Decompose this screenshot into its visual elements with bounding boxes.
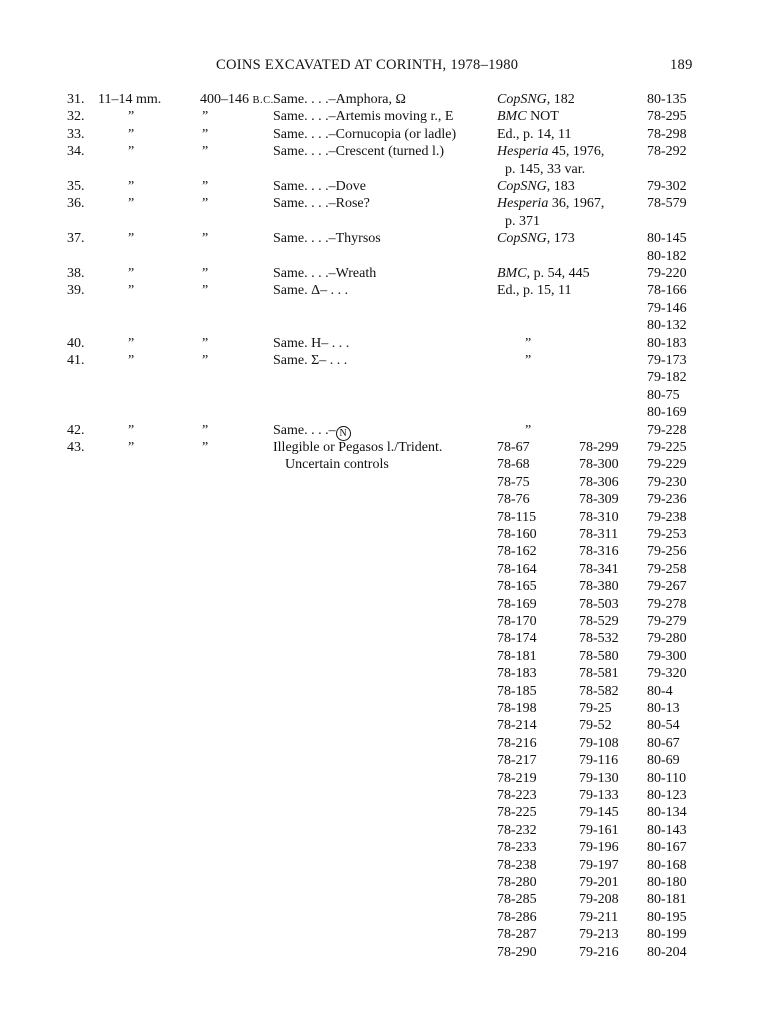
inventory-number: 79-145 bbox=[579, 805, 619, 821]
inventory-number: 79-320 bbox=[647, 666, 687, 682]
inventory-number: 78-183 bbox=[497, 666, 537, 682]
reference bbox=[497, 230, 575, 247]
type-description bbox=[273, 230, 381, 247]
inventory-number: 79-300 bbox=[647, 648, 687, 664]
inventory-number: 79-225 bbox=[647, 440, 687, 455]
inventory-number: 79-208 bbox=[579, 892, 619, 908]
inventory-number: 78-287 bbox=[497, 927, 537, 943]
inventory-number: 78-311 bbox=[579, 527, 619, 542]
inventory-number: 78-290 bbox=[497, 944, 537, 960]
reference-work: CopSNG bbox=[497, 92, 547, 107]
type-description bbox=[273, 422, 351, 441]
reference-detail: NOT bbox=[526, 109, 559, 125]
inventory-number: 78-532 bbox=[579, 631, 619, 647]
inventory-number: 79-146 bbox=[647, 300, 687, 316]
inventory-number: 80-145 bbox=[647, 231, 687, 247]
inventory-number: 78-217 bbox=[497, 753, 537, 769]
reference bbox=[497, 108, 559, 125]
inventory-number: 79-133 bbox=[579, 788, 619, 803]
inventory-number: 79-52 bbox=[579, 718, 612, 734]
inventory-number: 80-168 bbox=[647, 857, 687, 873]
inventory-number: 79-302 bbox=[647, 179, 687, 194]
reference bbox=[497, 282, 572, 299]
ditto-mark: ” bbox=[128, 144, 135, 160]
inventory-number: 79-25 bbox=[579, 701, 612, 716]
inventory-number: 79-211 bbox=[579, 909, 619, 925]
inventory-number: 79-130 bbox=[579, 770, 619, 786]
inventory-number: 78-298 bbox=[647, 126, 687, 142]
inventory-number: 78-529 bbox=[579, 614, 619, 629]
running-title: COINS EXCAVATED AT CORINTH, 1978–1980 bbox=[216, 57, 519, 73]
inventory-number: 78-316 bbox=[579, 544, 619, 560]
inventory-number: 78-67 bbox=[497, 440, 530, 455]
entry-number: 38. bbox=[67, 266, 85, 281]
reference-continued: p. 145, 33 var. bbox=[505, 161, 586, 177]
inventory-number: 79-236 bbox=[647, 492, 687, 508]
reference-work: CopSNG bbox=[497, 231, 547, 247]
inventory-number: 78-115 bbox=[497, 509, 537, 525]
inventory-number: 80-204 bbox=[647, 944, 687, 960]
type-description bbox=[273, 91, 406, 108]
inventory-number: 79-116 bbox=[579, 753, 619, 769]
inventory-number: 79-228 bbox=[647, 422, 687, 438]
inventory-number: 78-309 bbox=[579, 492, 619, 508]
inventory-number: 79-229 bbox=[647, 457, 687, 473]
type-description bbox=[273, 265, 376, 282]
inventory-number: 79-258 bbox=[647, 561, 687, 577]
inventory-number: 78-169 bbox=[497, 596, 537, 612]
inventory-number: 78-292 bbox=[647, 144, 687, 160]
inventory-number: 78-219 bbox=[497, 770, 537, 786]
reference bbox=[525, 352, 531, 369]
ditto-mark: ” bbox=[128, 440, 135, 455]
inventory-number: 80-135 bbox=[647, 92, 687, 107]
reference bbox=[497, 143, 604, 160]
description-text: Same. . . .–Dove bbox=[273, 179, 366, 194]
inventory-number: 79-182 bbox=[647, 370, 687, 386]
inventory-number: 79-213 bbox=[579, 927, 619, 943]
inventory-number: 78-310 bbox=[579, 509, 619, 525]
inventory-number: 79-238 bbox=[647, 509, 687, 525]
reference bbox=[525, 335, 531, 352]
reference bbox=[497, 91, 575, 108]
ditto-mark: ” bbox=[202, 144, 209, 160]
description-text: Same. . . .–Thyrsos bbox=[273, 231, 381, 247]
reference bbox=[497, 195, 604, 212]
reference bbox=[497, 126, 572, 143]
entry-number: 37. bbox=[67, 231, 85, 247]
reference-detail: ” bbox=[525, 353, 532, 368]
reference-detail: ” bbox=[525, 335, 532, 351]
inventory-number: 78-380 bbox=[579, 579, 619, 595]
inventory-number: 79-197 bbox=[579, 857, 619, 873]
page-number: 189 bbox=[670, 57, 693, 73]
description-text: Same. . . .–Wreath bbox=[273, 266, 377, 281]
reference bbox=[497, 178, 575, 195]
inventory-number: 78-165 bbox=[497, 579, 537, 595]
inventory-number: 80-169 bbox=[647, 405, 687, 421]
ditto-mark: ” bbox=[128, 126, 135, 142]
ditto-mark: ” bbox=[202, 126, 209, 142]
inventory-number: 78-223 bbox=[497, 788, 537, 803]
reference-work: CopSNG bbox=[497, 179, 547, 194]
inventory-number: 80-4 bbox=[647, 683, 673, 699]
inventory-number: 78-174 bbox=[497, 631, 537, 647]
diameter: 11–14 mm. bbox=[98, 92, 162, 107]
reference-detail: , 183 bbox=[546, 179, 575, 194]
reference-work: BMC bbox=[497, 109, 527, 125]
control-mark-circled: N bbox=[336, 426, 351, 441]
entry-number: 31. bbox=[67, 92, 85, 107]
description-text: Same. . . .–Artemis moving r., E bbox=[273, 109, 454, 125]
ditto-mark: ” bbox=[202, 231, 209, 247]
reference-detail: , 182 bbox=[546, 92, 575, 107]
inventory-number: 80-195 bbox=[647, 909, 687, 925]
inventory-number: 78-232 bbox=[497, 822, 537, 838]
ditto-mark: ” bbox=[128, 179, 135, 194]
inventory-number: 79-201 bbox=[579, 875, 619, 890]
inventory-number: 80-134 bbox=[647, 805, 687, 821]
inventory-number: 78-68 bbox=[497, 457, 530, 473]
ditto-mark: ” bbox=[128, 335, 135, 351]
inventory-number: 78-76 bbox=[497, 492, 530, 508]
inventory-number: 78-300 bbox=[579, 457, 619, 473]
inventory-number: 78-214 bbox=[497, 718, 537, 734]
inventory-number: 78-579 bbox=[647, 196, 687, 212]
date-value: 400–146 bbox=[200, 92, 249, 107]
inventory-number: 79-216 bbox=[579, 944, 619, 960]
entry-number: 39. bbox=[67, 283, 85, 299]
ditto-mark: ” bbox=[128, 109, 135, 125]
entry-number: 41. bbox=[67, 353, 85, 368]
inventory-number: 80-181 bbox=[647, 892, 687, 908]
ditto-mark: ” bbox=[202, 109, 209, 125]
inventory-number: 80-67 bbox=[647, 735, 680, 751]
inventory-number: 80-13 bbox=[647, 701, 680, 716]
type-description bbox=[273, 195, 370, 212]
inventory-number: 78-306 bbox=[579, 474, 619, 490]
reference-detail: ” bbox=[525, 422, 532, 438]
inventory-number: 79-173 bbox=[647, 353, 687, 368]
entry-number: 42. bbox=[67, 422, 85, 438]
description-text: Same. H– . . . bbox=[273, 335, 350, 351]
inventory-number: 78-286 bbox=[497, 909, 537, 925]
inventory-number: 79-161 bbox=[579, 822, 619, 838]
type-description-continued: Uncertain controls bbox=[285, 457, 389, 473]
description-text: Same. . . .–Amphora, Ω bbox=[273, 92, 406, 107]
inventory-number: 80-143 bbox=[647, 822, 687, 838]
reference-detail: 36, 1967, bbox=[548, 196, 605, 212]
description-text: Same. . . .–Crescent (turned l.) bbox=[273, 144, 445, 160]
ditto-mark: ” bbox=[202, 196, 209, 212]
ditto-mark: ” bbox=[202, 440, 209, 455]
inventory-number: 78-75 bbox=[497, 474, 530, 490]
ditto-mark: ” bbox=[128, 422, 135, 438]
inventory-number: 78-170 bbox=[497, 614, 537, 629]
ditto-mark: ” bbox=[128, 266, 135, 281]
inventory-number: 78-160 bbox=[497, 527, 537, 542]
reference bbox=[525, 422, 531, 439]
inventory-number: 78-198 bbox=[497, 701, 537, 716]
inventory-number: 78-164 bbox=[497, 561, 537, 577]
inventory-number: 80-183 bbox=[647, 335, 687, 351]
type-description bbox=[273, 352, 347, 369]
inventory-number: 80-110 bbox=[647, 770, 687, 786]
reference-detail: Ed., p. 15, 11 bbox=[497, 283, 572, 299]
entry-number: 40. bbox=[67, 335, 85, 351]
inventory-number: 78-166 bbox=[647, 283, 687, 299]
ditto-mark: ” bbox=[128, 231, 135, 247]
inventory-number: 78-295 bbox=[647, 109, 687, 125]
inventory-number: 78-181 bbox=[497, 648, 537, 664]
type-description bbox=[273, 143, 444, 160]
ditto-mark: ” bbox=[202, 266, 209, 281]
type-description bbox=[273, 108, 453, 125]
inventory-number: 78-280 bbox=[497, 875, 537, 890]
inventory-number: 80-182 bbox=[647, 248, 687, 264]
reference bbox=[497, 265, 590, 282]
ditto-mark: ” bbox=[128, 196, 135, 212]
inventory-number: 79-220 bbox=[647, 266, 687, 281]
ditto-mark: ” bbox=[128, 283, 135, 299]
inventory-number: 80-54 bbox=[647, 718, 680, 734]
description-text: Same. Δ– . . . bbox=[273, 283, 349, 299]
description-text: Same. . . .–Rose? bbox=[273, 196, 370, 212]
ditto-mark: ” bbox=[202, 335, 209, 351]
ditto-mark: ” bbox=[202, 422, 209, 438]
entry-number: 32. bbox=[67, 109, 85, 125]
date-range bbox=[200, 91, 274, 109]
type-description bbox=[273, 335, 349, 352]
inventory-number: 79-253 bbox=[647, 527, 687, 542]
reference-detail: Ed., p. 14, 11 bbox=[497, 126, 572, 142]
inventory-number: 78-582 bbox=[579, 683, 619, 699]
description-text: Same. . . .–Cornucopia (or ladle) bbox=[273, 126, 457, 142]
inventory-number: 78-185 bbox=[497, 683, 537, 699]
reference-work: Hesperia bbox=[497, 144, 549, 160]
inventory-number: 80-69 bbox=[647, 753, 680, 769]
description-text: Same. . . .– bbox=[273, 422, 336, 438]
reference-work: Hesperia bbox=[497, 196, 549, 212]
reference-detail: , p. 54, 445 bbox=[526, 266, 590, 281]
inventory-number: 79-278 bbox=[647, 596, 687, 612]
inventory-number: 78-238 bbox=[497, 857, 537, 873]
reference-detail: , 173 bbox=[546, 231, 575, 247]
inventory-number: 78-162 bbox=[497, 544, 537, 560]
entry-number: 33. bbox=[67, 126, 85, 142]
inventory-number: 79-279 bbox=[647, 614, 687, 629]
type-description bbox=[273, 126, 456, 143]
inventory-number: 79-108 bbox=[579, 735, 619, 751]
inventory-number: 80-75 bbox=[647, 387, 680, 403]
inventory-number: 78-341 bbox=[579, 561, 619, 577]
inventory-number: 79-196 bbox=[579, 840, 619, 856]
ditto-mark: ” bbox=[202, 353, 209, 368]
reference-work: BMC bbox=[497, 266, 527, 281]
ditto-mark: ” bbox=[202, 179, 209, 194]
ditto-mark: ” bbox=[202, 283, 209, 299]
inventory-number: 78-216 bbox=[497, 735, 537, 751]
ditto-mark: ” bbox=[128, 353, 135, 368]
inventory-number: 79-280 bbox=[647, 631, 687, 647]
inventory-number: 80-167 bbox=[647, 840, 687, 856]
entry-number: 36. bbox=[67, 196, 85, 212]
inventory-number: 78-285 bbox=[497, 892, 537, 908]
inventory-number: 78-233 bbox=[497, 840, 537, 856]
inventory-number: 78-503 bbox=[579, 596, 619, 612]
inventory-number: 80-180 bbox=[647, 875, 687, 890]
inventory-number: 79-230 bbox=[647, 474, 687, 490]
inventory-number: 78-299 bbox=[579, 440, 619, 455]
inventory-number: 78-580 bbox=[579, 648, 619, 664]
description-text: Same. Σ– . . . bbox=[273, 353, 348, 368]
inventory-number: 79-256 bbox=[647, 544, 687, 560]
type-description bbox=[273, 282, 348, 299]
era-label: B.C. bbox=[252, 95, 274, 106]
entry-number: 43. bbox=[67, 440, 85, 455]
type-description: Illegible or Pegasos l./Trident. bbox=[273, 440, 443, 455]
reference-continued: p. 371 bbox=[505, 213, 540, 229]
inventory-number: 79-267 bbox=[647, 579, 687, 595]
inventory-number: 78-581 bbox=[579, 666, 619, 682]
inventory-number: 80-132 bbox=[647, 318, 687, 334]
inventory-number: 80-123 bbox=[647, 788, 687, 803]
inventory-number: 80-199 bbox=[647, 927, 687, 943]
inventory-number: 78-225 bbox=[497, 805, 537, 821]
entry-number: 34. bbox=[67, 144, 85, 160]
type-description bbox=[273, 178, 366, 195]
entry-number: 35. bbox=[67, 179, 85, 194]
reference-detail: 45, 1976, bbox=[548, 144, 605, 160]
